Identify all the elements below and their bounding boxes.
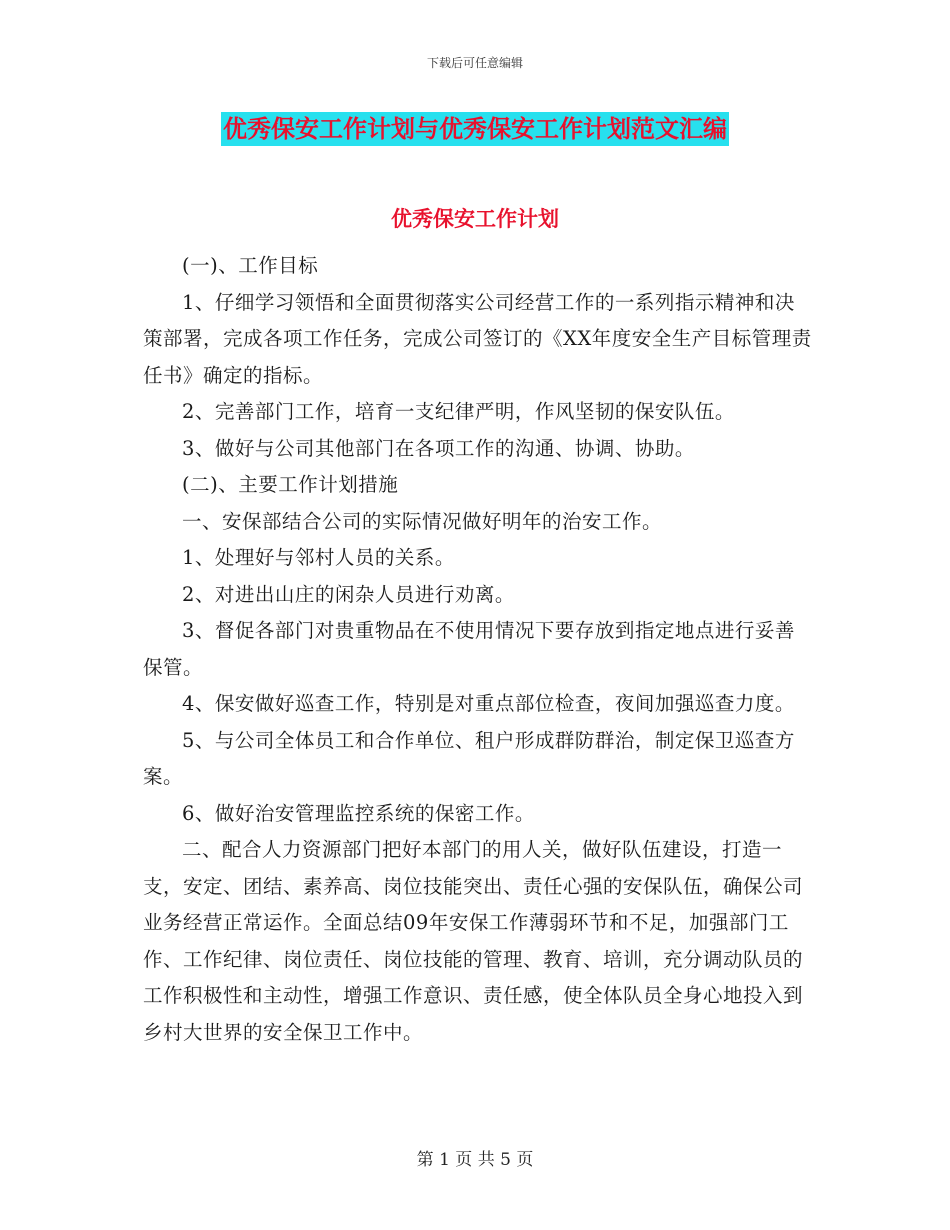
document-title: 优秀保安工作计划与优秀保安工作计划范文汇编 (221, 112, 729, 146)
paragraph: 1、处理好与邻村人员的关系。 (182, 546, 455, 569)
paragraph: 4、保安做好巡查工作，特别是对重点部位检查，夜间加强巡查力度。 (182, 692, 795, 715)
document-title-container (0, 112, 950, 146)
header-note: 下载后可任意编辑 (426, 56, 523, 70)
paragraph: 3、督促各部门对贵重物品在不使用情况下要存放到指定地点进行妥善保管。 (143, 619, 795, 679)
paragraph: 2、完善部门工作，培育一支纪律严明，作风坚韧的保安队伍。 (182, 400, 735, 423)
paragraph: 2、对进出山庄的闲杂人员进行劝离。 (182, 582, 515, 606)
section-title: 优秀保安工作计划 (391, 206, 559, 231)
paragraph: (二)、主要工作计划措施 (182, 473, 399, 496)
document-body (143, 248, 813, 1051)
paragraph: 6、做好治安管理监控系统的保密工作。 (182, 801, 535, 825)
page-footer: 第 1 页 共 5 页 (416, 1150, 534, 1170)
paragraph: 3、做好与公司其他部门在各项工作的沟通、协调、协助。 (182, 436, 695, 460)
paragraph: 二、配合人力资源部门把好本部门的用人关，做好队伍建设，打造一支，安定、团结、素养高、岗位技能突出、责任心强的安保队伍，确保公司业务经营正常运作。全面总结09年安保工作薄弱环节和不足，加强部门工作、工作纪律、岗位责任、岗位技能的管理、教育、培训，充分调动队员的工作积极性和主动性，增强工作意识、责任感，使全体队员全身心地投入到乡村大世界的安全保卫工作中。 (143, 838, 804, 1044)
paragraph: 一、安保部结合公司的实际情况做好明年的治安工作。 (182, 509, 663, 533)
paragraph: 1、仔细学习领悟和全面贯彻落实公司经营工作的一系列指示精神和决策部署，完成各项工作任务，完成公司签订的《XX年度安全生产目标管理责任书》确定的指标。 (143, 290, 812, 387)
paragraph: (一)、工作目标 (182, 254, 319, 277)
paragraph: 5、与公司全体员工和合作单位、租户形成群防群治，制定保卫巡查方案。 (143, 728, 795, 788)
